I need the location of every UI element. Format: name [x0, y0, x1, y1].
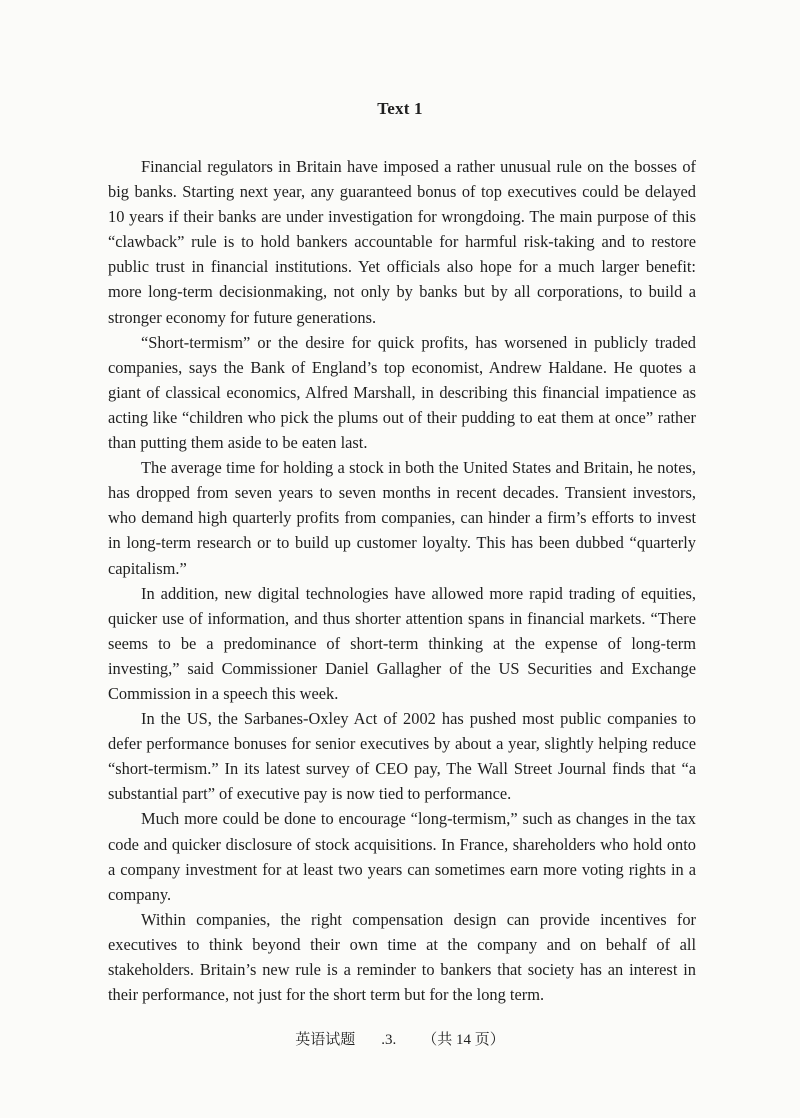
- passage-body: [108, 154, 696, 1007]
- page-footer: [0, 1028, 800, 1049]
- paragraph-1: Financial regulators in Britain have imposed a rather unusual rule on the bosses of big banks. Starting next year, any guaranteed bonus of top executives could be delayed 10 years if their banks are under investigation for wrongdoing. The main purpose of this “clawback” rule is to hold bankers accountable for harmful risk-taking and to restore public trust in financial institutions. Yet officials also hope for a much larger benefit: more long-term decisionmaking, not only by banks but by all corporations, to build a stronger economy for future generations.: [108, 157, 696, 327]
- paragraph-6: Much more could be done to encourage “long-termism,” such as changes in the tax code and quicker disclosure of stock acquisitions. In France, shareholders who hold onto a company investment for at least two years can sometimes earn more voting rights in a company.: [108, 809, 696, 904]
- paragraph-3: The average time for holding a stock in both the United States and Britain, he notes, has dropped from seven years to seven months in recent decades. Transient investors, who demand high quarterly profits from companies, can hinder a firm’s efforts to invest in long-term research or to build up customer loyalty. This has been dubbed “quarterly capitalism.”: [108, 458, 696, 578]
- footer-total-pages: （共 14 页）: [422, 1032, 505, 1048]
- paragraph-7: Within companies, the right compensation design can provide incentives for executives to think beyond their own time at the company and on behalf of all stakeholders. Britain’s new rule is a reminder to bankers that society has an interest in their performance, not just for the short term but for the long term.: [108, 909, 696, 1005]
- paragraph-2: “Short-termism” or the desire for quick profits, has worsened in publicly traded companies, says the Bank of England’s top economist, Andrew Haldane. He quotes a giant of classical economics, Alfred Marshall, in describing this financial impatience as acting like “children who pick the plums out of their pudding to eat them at once” rather than putting them aside to be eaten last.: [108, 332, 696, 453]
- footer-subject: 英语试题: [295, 1032, 356, 1048]
- paragraph-4: In addition, new digital technologies have allowed more rapid trading of equities, quicker use of information, and thus shorter attention spans in financial markets. “There seems to be a predominance of short-term thinking at the expense of long-term investing,” said Commissioner Daniel Gallagher of the US Securities and Exchange Commission in a speech this week.: [108, 583, 696, 703]
- footer-page-marker: .3.: [381, 1032, 397, 1048]
- paragraph-5: In the US, the Sarbanes-Oxley Act of 2002 has pushed most public companies to defer performance bonuses for senior executives by about a year, slightly helping reduce “short-termism.” In its latest survey of CEO pay, The Wall Street Journal finds that “a substantial part” of executive pay is now tied to performance.: [108, 709, 696, 804]
- page-title: Text 1: [377, 99, 423, 118]
